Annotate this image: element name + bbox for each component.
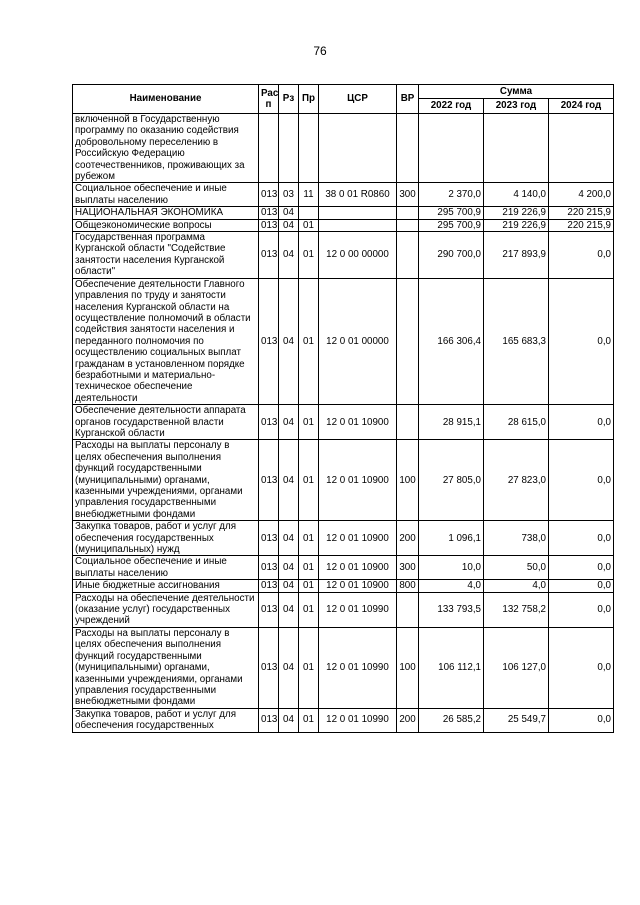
cell-2022: 106 112,1 <box>419 627 484 708</box>
table-row <box>73 580 614 592</box>
cell-2024: 0,0 <box>549 627 614 708</box>
cell-2024: 0,0 <box>549 592 614 627</box>
cell-name: Расходы на выплаты персоналу в целях обеспечения выполнения функций государственными (муниципальными) органами, казенными учреждениями, органами управления государственными внебюджетными фондами <box>73 440 259 521</box>
cell-2023: 27 823,0 <box>484 440 549 521</box>
cell-rasp: 013 <box>259 521 279 556</box>
cell-2024: 0,0 <box>549 556 614 580</box>
cell-2024: 0,0 <box>549 440 614 521</box>
cell-name: включенной в Государственную программу по оказанию содействия добровольному переселению в Российскую Федерацию соотечественников, проживающих за рубежом <box>73 114 259 183</box>
cell-pr: 01 <box>299 278 319 404</box>
cell-pr: 01 <box>299 708 319 732</box>
cell-name: Государственная программа Курганской области "Содействие занятости населения Курганской области" <box>73 232 259 279</box>
table-row <box>73 556 614 580</box>
cell-rasp: 013 <box>259 278 279 404</box>
cell-2023: 50,0 <box>484 556 549 580</box>
cell-vr: 800 <box>397 580 419 592</box>
cell-name: Обеспечение деятельности Главного управления по труду и занятости населения Курганской области на осуществление полномочий в области содействия занятости населения и переданного полномочия по осуществлению социальных выплат гражданам в установленном порядке безработными и материально-техническое обеспечение деятельности <box>73 278 259 404</box>
cell-pr: 01 <box>299 521 319 556</box>
cell-2023: 4,0 <box>484 580 549 592</box>
cell-2022: 4,0 <box>419 580 484 592</box>
cell-2024: 0,0 <box>549 580 614 592</box>
header-csr: ЦСР <box>319 85 397 114</box>
header-rasp: Рас п <box>259 85 279 114</box>
cell-vr <box>397 219 419 231</box>
cell-csr: 12 0 00 00000 <box>319 232 397 279</box>
header-year-2024: 2024 год <box>549 99 614 114</box>
cell-vr: 200 <box>397 521 419 556</box>
cell-2023: 106 127,0 <box>484 627 549 708</box>
cell-rz: 04 <box>279 708 299 732</box>
header-vr: ВР <box>397 85 419 114</box>
cell-csr: 12 0 01 10900 <box>319 405 397 440</box>
cell-rz <box>279 114 299 183</box>
cell-2022: 290 700,0 <box>419 232 484 279</box>
header-year-2022: 2022 год <box>419 99 484 114</box>
cell-2022: 295 700,9 <box>419 207 484 219</box>
cell-csr: 12 0 01 10990 <box>319 627 397 708</box>
cell-pr <box>299 114 319 183</box>
cell-csr: 12 0 01 10900 <box>319 556 397 580</box>
cell-rz: 04 <box>279 405 299 440</box>
cell-vr <box>397 278 419 404</box>
cell-2024: 220 215,9 <box>549 207 614 219</box>
cell-vr: 100 <box>397 440 419 521</box>
cell-2022: 27 805,0 <box>419 440 484 521</box>
cell-pr: 01 <box>299 556 319 580</box>
cell-2023: 4 140,0 <box>484 183 549 207</box>
cell-csr: 12 0 01 10900 <box>319 440 397 521</box>
cell-2024: 0,0 <box>549 521 614 556</box>
cell-rasp: 013 <box>259 627 279 708</box>
cell-rz: 04 <box>279 627 299 708</box>
header-name: Наименование <box>73 85 259 114</box>
cell-pr: 01 <box>299 219 319 231</box>
cell-rz: 04 <box>279 592 299 627</box>
cell-rasp: 013 <box>259 219 279 231</box>
cell-vr <box>397 232 419 279</box>
cell-pr: 01 <box>299 580 319 592</box>
cell-2024: 0,0 <box>549 708 614 732</box>
cell-csr: 12 0 01 10900 <box>319 521 397 556</box>
cell-2022: 28 915,1 <box>419 405 484 440</box>
table-row <box>73 592 614 627</box>
table-header <box>73 85 614 114</box>
cell-2022: 166 306,4 <box>419 278 484 404</box>
cell-2022: 133 793,5 <box>419 592 484 627</box>
cell-rz: 04 <box>279 278 299 404</box>
header-pr: Пр <box>299 85 319 114</box>
cell-2024 <box>549 114 614 183</box>
header-year-2023: 2023 год <box>484 99 549 114</box>
cell-vr: 200 <box>397 708 419 732</box>
cell-vr <box>397 405 419 440</box>
cell-pr: 01 <box>299 627 319 708</box>
cell-pr: 01 <box>299 232 319 279</box>
cell-pr <box>299 207 319 219</box>
cell-2023: 217 893,9 <box>484 232 549 279</box>
cell-rz: 04 <box>279 232 299 279</box>
cell-2024: 4 200,0 <box>549 183 614 207</box>
cell-2023: 219 226,9 <box>484 219 549 231</box>
cell-2024: 0,0 <box>549 405 614 440</box>
cell-2023: 28 615,0 <box>484 405 549 440</box>
table-body <box>73 114 614 733</box>
cell-2023: 132 758,2 <box>484 592 549 627</box>
cell-rasp: 013 <box>259 232 279 279</box>
cell-csr: 12 0 01 10900 <box>319 580 397 592</box>
cell-2022: 2 370,0 <box>419 183 484 207</box>
cell-2023: 219 226,9 <box>484 207 549 219</box>
cell-vr <box>397 592 419 627</box>
cell-pr: 01 <box>299 592 319 627</box>
cell-rz: 04 <box>279 440 299 521</box>
cell-2022 <box>419 114 484 183</box>
table-row <box>73 232 614 279</box>
cell-rasp: 013 <box>259 592 279 627</box>
cell-name: Закупка товаров, работ и услуг для обеспечения государственных <box>73 708 259 732</box>
cell-rasp: 013 <box>259 556 279 580</box>
cell-vr <box>397 114 419 183</box>
cell-rasp: 013 <box>259 580 279 592</box>
cell-rasp: 013 <box>259 440 279 521</box>
cell-vr: 300 <box>397 183 419 207</box>
cell-rz: 04 <box>279 521 299 556</box>
cell-name: Иные бюджетные ассигнования <box>73 580 259 592</box>
cell-vr: 100 <box>397 627 419 708</box>
table-row <box>73 440 614 521</box>
cell-csr: 12 0 01 10990 <box>319 592 397 627</box>
cell-name: Расходы на выплаты персоналу в целях обеспечения выполнения функций государственными (муниципальными) органами, казенными учреждениями, органами управления государственными внебюджетными фондами <box>73 627 259 708</box>
cell-rasp: 013 <box>259 405 279 440</box>
cell-2023: 738,0 <box>484 521 549 556</box>
cell-rasp: 013 <box>259 183 279 207</box>
page-number: 76 <box>313 44 327 58</box>
cell-name: Социальное обеспечение и иные выплаты населению <box>73 183 259 207</box>
cell-2024: 220 215,9 <box>549 219 614 231</box>
cell-2023: 25 549,7 <box>484 708 549 732</box>
cell-csr <box>319 207 397 219</box>
table-row <box>73 708 614 732</box>
cell-rz: 04 <box>279 207 299 219</box>
table-row <box>73 219 614 231</box>
cell-rz: 03 <box>279 183 299 207</box>
cell-rasp: 013 <box>259 207 279 219</box>
table-row <box>73 183 614 207</box>
cell-2024: 0,0 <box>549 232 614 279</box>
table-row <box>73 405 614 440</box>
cell-csr: 12 0 01 00000 <box>319 278 397 404</box>
cell-2022: 1 096,1 <box>419 521 484 556</box>
cell-2023 <box>484 114 549 183</box>
cell-name: НАЦИОНАЛЬНАЯ ЭКОНОМИКА <box>73 207 259 219</box>
cell-name: Расходы на обеспечение деятельности (оказание услуг) государственных учреждений <box>73 592 259 627</box>
table-row <box>73 278 614 404</box>
table-row <box>73 521 614 556</box>
header-rz: Рз <box>279 85 299 114</box>
table-row <box>73 627 614 708</box>
cell-rz: 04 <box>279 556 299 580</box>
table-row <box>73 114 614 183</box>
cell-vr: 300 <box>397 556 419 580</box>
cell-csr: 12 0 01 10990 <box>319 708 397 732</box>
cell-rz: 04 <box>279 219 299 231</box>
cell-2023: 165 683,3 <box>484 278 549 404</box>
cell-rz: 04 <box>279 580 299 592</box>
cell-2022: 295 700,9 <box>419 219 484 231</box>
cell-name: Обеспечение деятельности аппарата органов государственной власти Курганской области <box>73 405 259 440</box>
cell-rasp: 013 <box>259 708 279 732</box>
cell-name: Социальное обеспечение и иные выплаты населению <box>73 556 259 580</box>
header-sum: Сумма <box>419 85 614 99</box>
cell-csr <box>319 114 397 183</box>
cell-name: Общеэкономические вопросы <box>73 219 259 231</box>
cell-pr: 01 <box>299 440 319 521</box>
cell-2022: 10,0 <box>419 556 484 580</box>
cell-rasp <box>259 114 279 183</box>
cell-csr <box>319 219 397 231</box>
cell-pr: 01 <box>299 405 319 440</box>
cell-vr <box>397 207 419 219</box>
cell-2022: 26 585,2 <box>419 708 484 732</box>
cell-pr: 11 <box>299 183 319 207</box>
budget-table <box>72 84 614 733</box>
cell-2024: 0,0 <box>549 278 614 404</box>
table-row <box>73 207 614 219</box>
cell-csr: 38 0 01 R0860 <box>319 183 397 207</box>
cell-name: Закупка товаров, работ и услуг для обеспечения государственных (муниципальных) нужд <box>73 521 259 556</box>
